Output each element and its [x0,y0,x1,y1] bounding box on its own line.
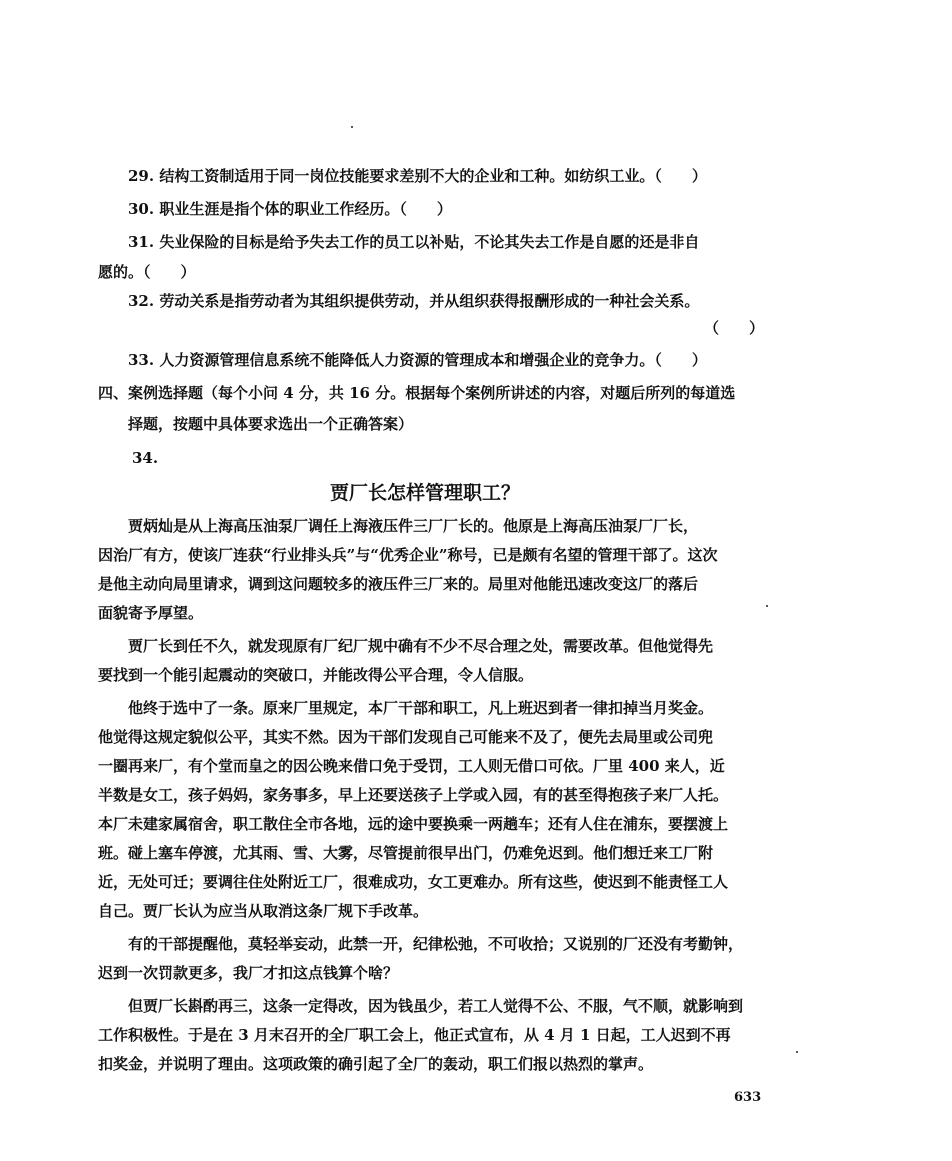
case-title: 贾厂长怎样管理职工？ [330,482,521,504]
paragraph-line: 迟到一次罚款更多，我厂才扣这点钱算个啥？ [98,964,399,982]
page-number: 633 [734,1090,762,1105]
paragraph-line: 扣奖金，并说明了理由。这项政策的确引起了全厂的轰动，职工们报以热烈的掌声。 [98,1055,654,1073]
paragraph-line: 有的干部提醒他，莫轻举妄动，此禁一开，纪律松弛，不可收拾；又说别的厂还没有考勤钟， [128,935,744,953]
paragraph-line: 因治厂有方，使该厂连获“行业排头兵”与“优秀企业”称号，已是颇有名望的管理干部了。这次 [98,546,718,564]
paragraph-line: 要找到一个能引起震动的突破口，并能改得公平合理，令人信服。 [98,666,534,684]
question-32-answer-blank: （ ） [704,319,765,337]
section-heading: 四、案例选择题（每个小问 4 分，共 16 分。根据每个案例所讲述的内容，对题后所列的每道选 [98,384,736,402]
question-29: 29. 结构工资制适用于同一岗位技能要求差别不大的企业和工种。如纺织工业。（ ） [128,167,707,185]
paragraph-line: 自己。贾厂长认为应当从取消这条厂规下手改革。 [98,902,429,920]
paragraph-line: 一圈再来厂，有个堂而皇之的因公晚来借口免于受罚，工人则无借口可依。厂里 400 来人，近 [98,757,725,775]
paragraph-line: 班。碰上塞车停渡，尤其雨、雪、大雾，尽管提前很早出门，仍难免迟到。他们想迁来工厂附 [98,844,714,862]
paragraph-line: 贾炳灿是从上海高压油泵厂调任上海液压件三厂厂长的。他原是上海高压油泵厂厂长， [128,517,699,535]
paragraph-line: 工作积极性。于是在 3 月末召开的全厂职工会上，他正式宣布，从 4 月 1 日起，工人迟到不再 [98,1026,731,1044]
question-33: 33. 人力资源管理信息系统不能降低人力资源的管理成本和增强企业的竞争力。（ ） [128,351,707,369]
paragraph-line: 半数是女工，孩子妈妈，家务事多，早上还要送孩子上学或入园，有的甚至得抱孩子来厂人托。 [98,786,729,804]
paragraph-line: 近，无处可迁；要调往住处附近工厂，很难成功，女工更难办。所有这些，使迟到不能责怪工人 [98,873,729,891]
paragraph-line: 他觉得这规定貌似公平，其实不然。因为干部们发现自己可能来不及了，便先去局里或公司兜 [98,728,714,746]
paragraph-line: 本厂未建家属宿舍，职工散住全市各地，远的途中要换乘一两趟车；还有人住在浦东，要摆渡上 [98,815,729,833]
section-heading-continued: 择题，按题中具体要求选出一个正确答案） [128,415,414,433]
paragraph-line: 但贾厂长斟酌再三，这条一定得改，因为钱虽少，若工人觉得不公、不服，气不顺，就影响到 [128,997,744,1015]
question-30: 30. 职业生涯是指个体的职业工作经历。（ ） [128,200,452,218]
case-number: 34. [132,449,159,467]
paragraph-line: 面貌寄予厚望。 [98,604,204,622]
scan-speck [796,1051,798,1053]
question-31: 31. 失业保险的目标是给予失去工作的员工以补贴，不论其失去工作是自愿的还是非自 [128,233,700,251]
paragraph-line: 是他主动向局里请求，调到这问题较多的液压件三厂来的。局里对他能迅速改变这厂的落后 [98,575,699,593]
paragraph-line: 他终于选中了一条。原来厂里规定，本厂干部和职工，凡上班迟到者一律扣掉当月奖金。 [128,699,714,717]
scan-speck [351,126,353,128]
scan-speck [766,605,768,607]
question-32: 32. 劳动关系是指劳动者为其组织提供劳动，并从组织获得报酬形成的一种社会关系。 [128,292,700,310]
question-31-continued: 愿的。（ ） [98,263,196,281]
paragraph-line: 贾厂长到任不久，就发现原有厂纪厂规中确有不少不尽合理之处，需要改革。但他觉得先 [128,637,714,655]
